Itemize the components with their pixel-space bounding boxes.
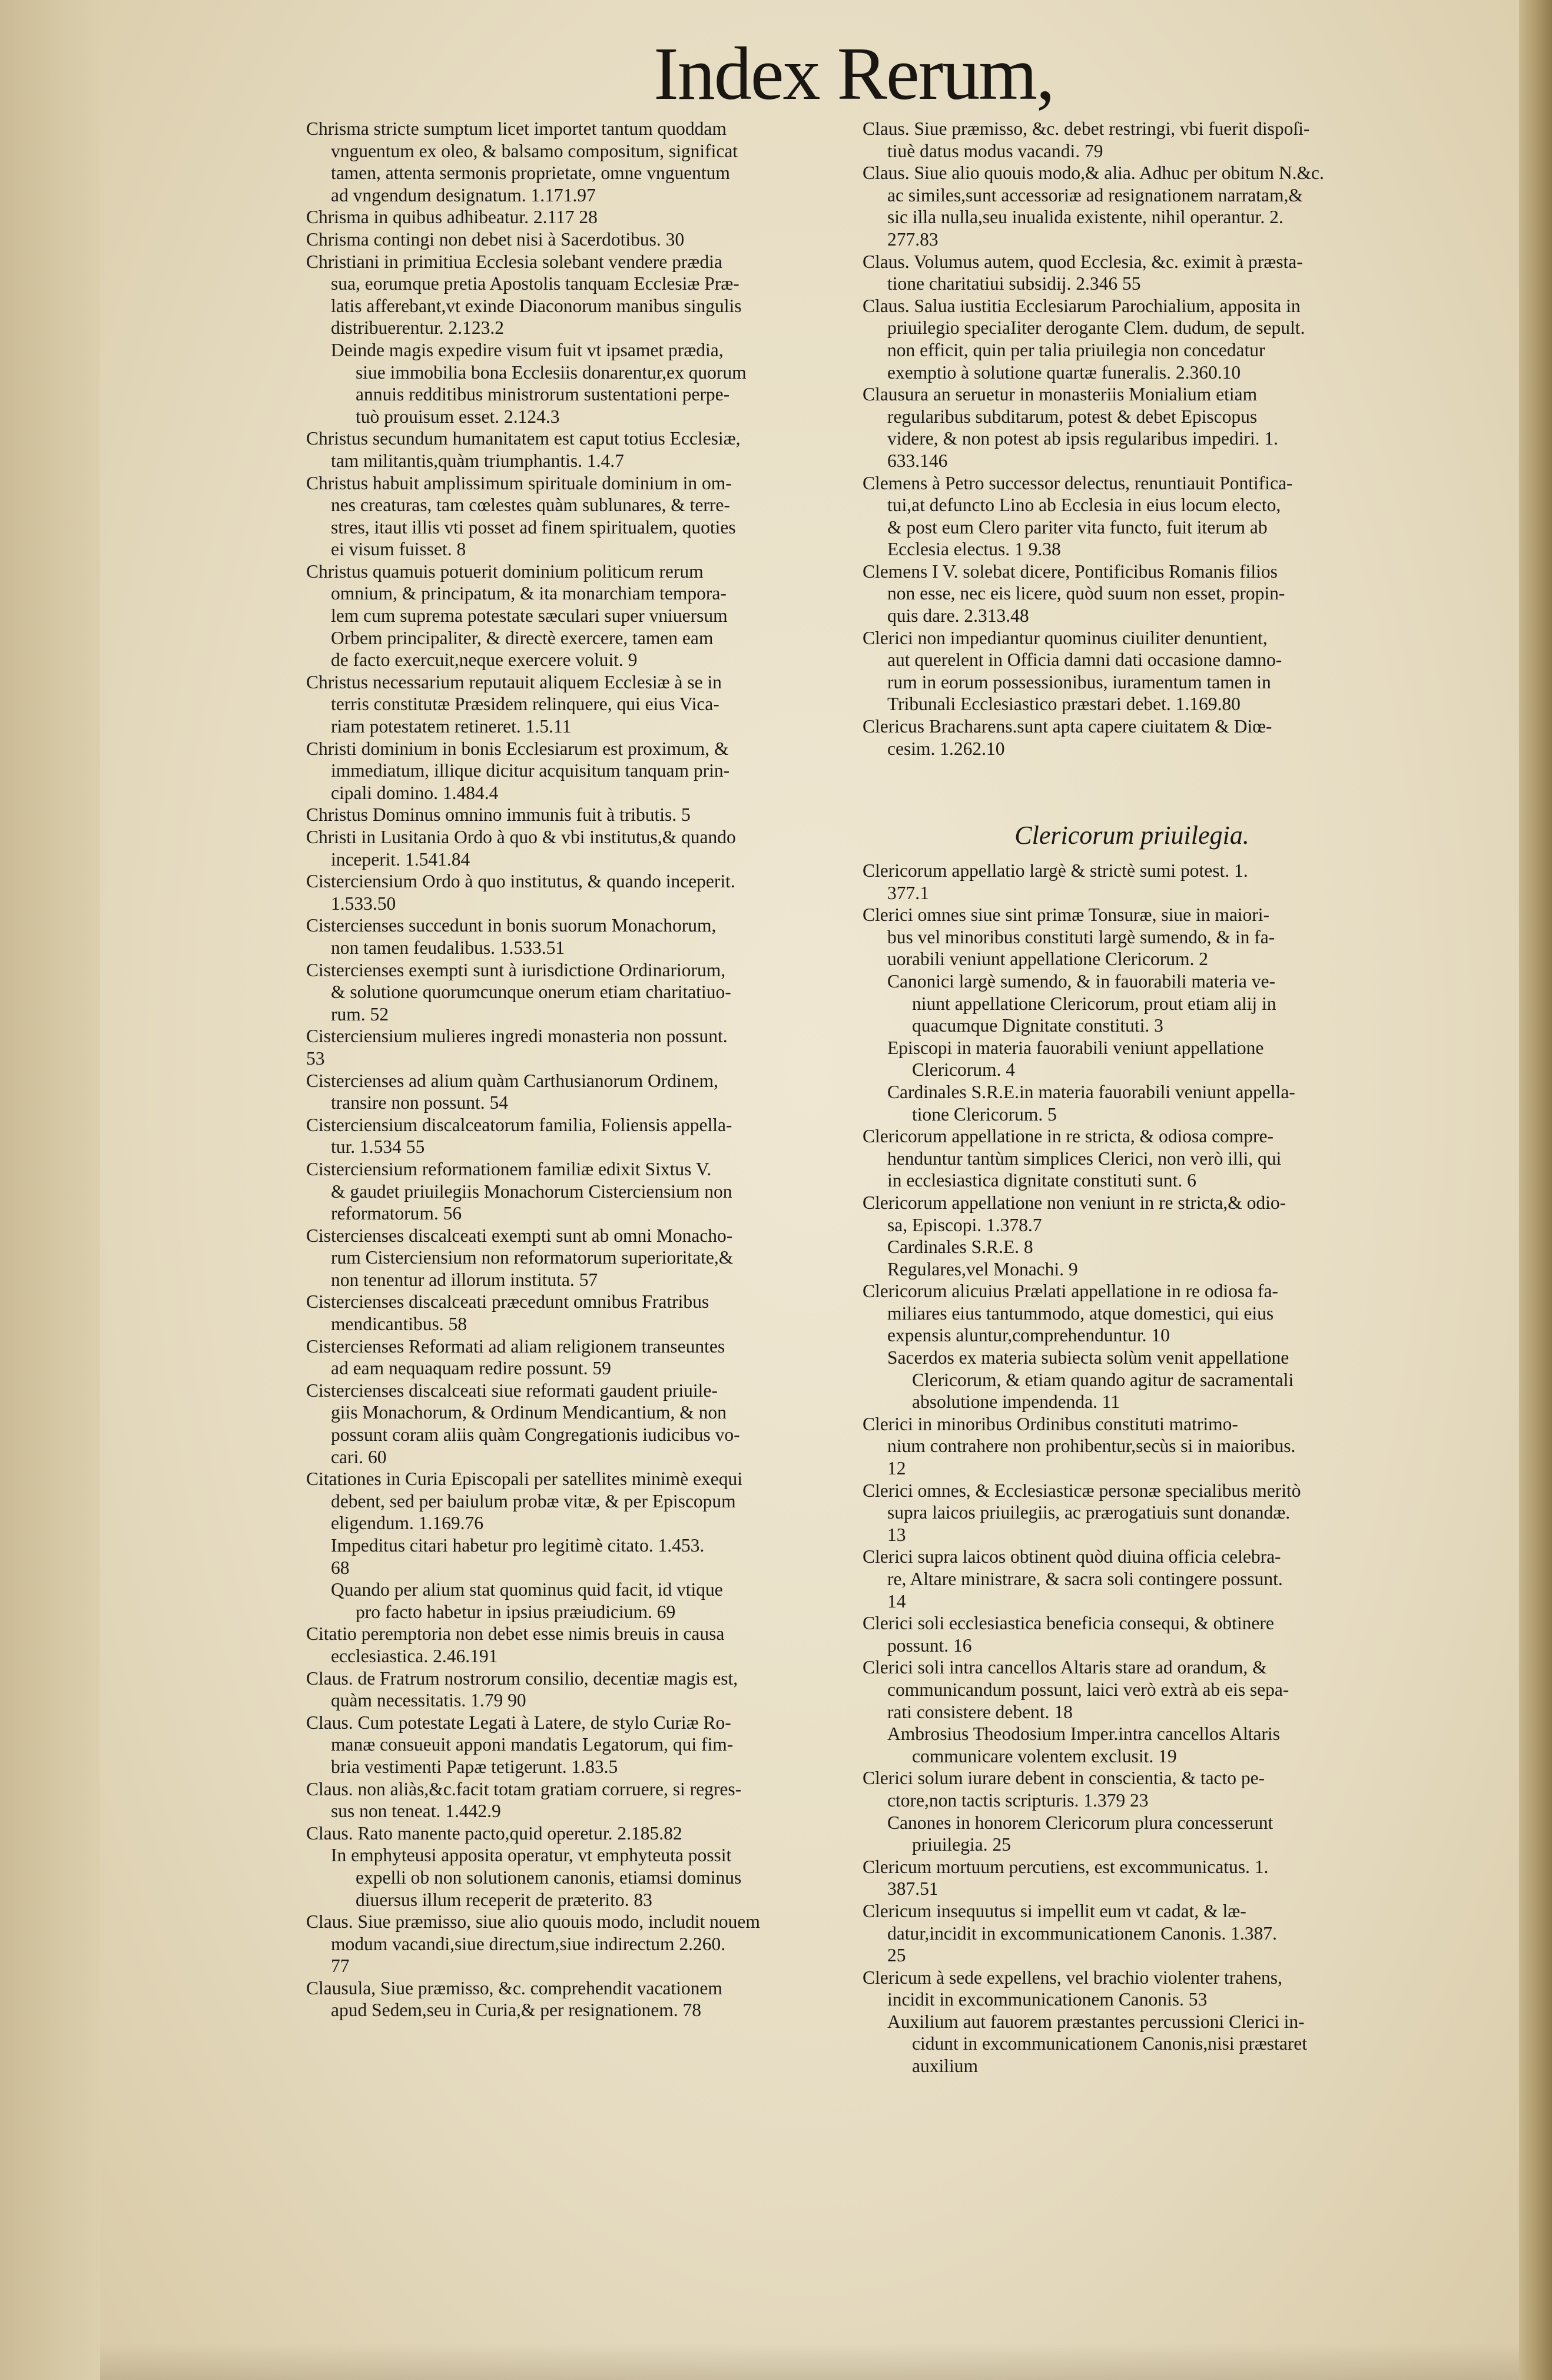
index-line: 13 [887, 1524, 906, 1545]
index-line: tione charitatiui subsidij. 2.346 55 [887, 273, 1141, 294]
index-line: 77 [331, 1955, 350, 1977]
index-line: giis Monachorum, & Ordinum Mendicantium, & non [331, 1402, 727, 1423]
index-line: cesim. 1.262.10 [887, 738, 1005, 759]
index-line: possunt. 16 [887, 1635, 972, 1656]
index-line: Chrisma stricte sumptum licet importet tantum quoddam [306, 118, 727, 139]
index-line: re, Altare ministrare, & sacra soli contingere possunt. [887, 1569, 1283, 1589]
index-line: priuilegio speciaIiter derogante Clem. dudum, de sepult. [887, 317, 1305, 339]
index-line: quacumque Dignitate constituti. 3 [912, 1015, 1163, 1036]
index-line: absolutione impendenda. 11 [912, 1391, 1120, 1413]
index-line: inceperit. 1.541.84 [331, 848, 470, 870]
index-line: Cistercienses ad alium quàm Carthusianorum Ordinem, [306, 1070, 718, 1091]
index-line: Christus necessarium reputauit aliquem Ecclesiæ à se in [306, 671, 722, 692]
index-line: cidunt in excommunicationem Canonis,nisi præstaret [912, 2033, 1308, 2054]
page-bottom-shadow [100, 2343, 1519, 2380]
index-line: Cistercienses succedunt in bonis suorum Monachorum, [306, 915, 717, 936]
index-line: & solutione quorumcunque onerum etiam charitatiuo- [331, 982, 731, 1003]
index-line: ecclesiastica. 2.46.191 [331, 1645, 498, 1666]
index-line: Claus. Siue præmisso, siue alio quouis modo, includit nouem [306, 1911, 760, 1932]
index-line: Christus quamuis potuerit dominium politicum rerum [306, 561, 704, 582]
index-line: Cistercienses discalceati exempti sunt ab omni Monacho- [306, 1225, 733, 1246]
index-line: lem cum suprema potestate sæculari super vniuersum [331, 605, 728, 627]
index-line: & post eum Clero pariter vita functo, fuit iterum ab [887, 516, 1268, 538]
index-line: latis afferebant,vt exinde Diaconorum manibus singulis [331, 295, 742, 316]
index-line: riam potestatem retineret. 1.5.11 [331, 716, 572, 737]
index-line: Cisterciensium mulieres ingredi monasteria non possunt. [306, 1026, 728, 1047]
index-line: Cistercienses Reformati ad aliam religionem transeuntes [306, 1335, 725, 1357]
index-line: Clericorum alicuius Prælati appellatione in re odiosa fa- [863, 1281, 1278, 1302]
index-line: sa, Episcopi. 1.378.7 [887, 1214, 1042, 1235]
index-line: 14 [887, 1590, 906, 1612]
index-line: sus non teneat. 1.442.9 [331, 1801, 501, 1822]
index-line: sua, eorumque pretia Apostolis tanquam Ecclesiæ Præ- [331, 273, 739, 294]
index-line: rum. 52 [331, 1003, 389, 1025]
index-line: Chrisma in quibus adhibeatur. 2.117 28 [306, 207, 598, 228]
index-line: Citationes in Curia Episcopali per satellites minimè exequi [306, 1469, 742, 1490]
index-line: mendicantibus. 58 [331, 1314, 467, 1335]
index-line: In emphyteusi apposita operatur, vt emphyteuta possit [331, 1845, 732, 1866]
index-line: Quando per alium stat quominus quid facit, id vtique [331, 1579, 723, 1600]
index-line: regularibus subditarum, potest & debet Episcopus [887, 406, 1258, 427]
index-line: Christi dominium in bonis Ecclesiarum est proximum, & [306, 738, 729, 759]
index-line: 12 [887, 1458, 906, 1479]
index-line: Clericorum appellatio largè & strictè sumi potest. 1. [863, 860, 1248, 881]
index-line: bus vel minoribus constituti largè sumendo, & in fa- [887, 926, 1275, 947]
index-line: distribuerentur. 2.123.2 [331, 317, 504, 339]
index-line: cari. 60 [331, 1446, 387, 1467]
index-line: bria vestimenti Papæ tetigerunt. 1.83.5 [331, 1756, 618, 1777]
index-line: Claus. Volumus autem, quod Ecclesia, &c. eximit à præsta- [863, 251, 1303, 272]
index-line: aut querelent in Officia damni dati occasione damno- [887, 649, 1282, 671]
index-line: Clausula, Siue præmisso, &c. comprehendit vacationem [306, 1977, 722, 1998]
index-line: Claus. Siue præmisso, &c. debet restringi, vbi fuerit dispoſi- [863, 118, 1310, 139]
index-line: Clericum insequutus si impellit eum vt cadat, & læ- [863, 1900, 1246, 1921]
index-line: Claus. Salua iustitia Ecclesiarum Parochialium, apposita in [863, 295, 1301, 316]
index-line: 1.533.50 [331, 893, 396, 914]
index-line: Cisterciensium Ordo à quo institutus, & quando inceperit. [306, 871, 735, 892]
index-line: Impeditus citari habetur pro legitimè citato. 1.453. [331, 1535, 705, 1556]
index-line: Clerici soli ecclesiastica beneficia consequi, & obtinere [863, 1613, 1274, 1634]
index-line: modum vacandi,siue directum,siue indirectum 2.260. [331, 1933, 726, 1954]
index-line: 277.83 [887, 228, 939, 250]
index-line: reformatorum. 56 [331, 1203, 462, 1224]
index-line: Clausura an seruetur in monasteriis Monialium etiam [863, 384, 1258, 405]
index-line: tam militantis,quàm triumphantis. 1.4.7 [331, 450, 624, 471]
index-line: datur,incidit in excommunicationem Canonis. 1.387. [887, 1922, 1277, 1944]
index-line: manæ consueuit apponi mandatis Legatorum, qui fim- [331, 1734, 734, 1755]
left-column [306, 118, 845, 2332]
index-line: Christiani in primitiua Ecclesia solebant vendere prædia [306, 251, 722, 272]
index-line: Clemens I V. solebat dicere, Pontificibus Romanis filios [863, 561, 1278, 582]
index-line: tur. 1.534 55 [331, 1136, 425, 1158]
index-line: nes creaturas, tam cœlestes quàm sublunares, & terre- [331, 495, 730, 516]
index-line: Clericum à sede expellens, vel brachio violenter trahens, [863, 1967, 1282, 1988]
index-line: Clericorum appellatione in re stricta, & odiosa compre- [863, 1126, 1274, 1147]
index-line: de facto exercuit,neque exercere voluit. 9 [331, 649, 638, 671]
index-line: uorabili veniunt appellatione Clericorum. 2 [887, 949, 1208, 970]
index-line: quis dare. 2.313.48 [887, 605, 1029, 627]
index-line: non esse, nec eis licere, quòd suum non esset, propin- [887, 583, 1285, 604]
index-line: Cistercienses exempti sunt à iurisdictione Ordinariorum, [306, 959, 726, 980]
index-line: Cardinales S.R.E. 8 [887, 1237, 1033, 1258]
index-line: Auxilium aut fauorem præstantes percussioni Clerici in- [887, 2011, 1305, 2032]
index-line: Cardinales S.R.E.in materia fauorabili veniunt appella- [887, 1081, 1295, 1102]
index-line: Canonici largè sumendo, & in fauorabili materia ve- [887, 970, 1275, 992]
index-line: exemptio à solutione quartæ funeralis. 2.360.10 [887, 362, 1241, 383]
index-line: omnium, & principatum, & ita monarchiam tempora- [331, 583, 727, 604]
index-line: Claus. Cum potestate Legati à Latere, de stylo Curiæ Ro- [306, 1712, 731, 1733]
index-line: 377.1 [887, 882, 929, 903]
index-line: rum Cisterciensium non reformatorum superioritate,& [331, 1247, 734, 1268]
index-line: non tamen feudalibus. 1.533.51 [331, 937, 565, 958]
index-line: ad vngendum designatum. 1.171.97 [331, 184, 596, 205]
index-line: henduntur tantùm simplices Clerici, non verò illi, qui [887, 1148, 1282, 1169]
index-line: Clericum mortuum percutiens, est excommunicatus. 1. [863, 1856, 1269, 1877]
index-line: diuersus illum receperit de præterito. 83 [356, 1889, 652, 1910]
index-line: Clericus Bracharens.sunt apta capere ciuitatem & Diœ- [863, 716, 1272, 737]
index-line: tuò prouisum esset. 2.124.3 [356, 406, 560, 427]
index-line: rati consistere debent. 18 [887, 1701, 1073, 1722]
index-line: auxilium [912, 2056, 978, 2077]
index-line: siue immobilia bona Ecclesiis donarentur,ex quorum [356, 362, 747, 383]
index-line: rum in eorum possessionibus, iuramentum tamen in [887, 671, 1271, 692]
page-left-margin [0, 0, 100, 2380]
index-line: ac similes,sunt accessoriæ ad resignationem narratam,& [887, 184, 1303, 205]
index-line: ctore,non tactis scripturis. 1.379 23 [887, 1789, 1149, 1811]
index-line: Claus. de Fratrum nostrorum consilio, decentiæ magis est, [306, 1668, 738, 1689]
index-line: 25 [887, 1945, 906, 1966]
index-line: 53 [306, 1048, 325, 1069]
index-line: non tenentur ad illorum instituta. 57 [331, 1269, 598, 1290]
index-line: niunt appellatione Clericorum, prout etiam alij in [912, 993, 1276, 1014]
index-line: supra laicos priuilegiis, ac prærogatiuis sunt donandæ. [887, 1502, 1291, 1523]
index-line: Clemens à Petro successor delectus, renuntiauit Pontifica- [863, 472, 1293, 493]
section-heading: Clericorum priuilegia. [1014, 821, 1249, 850]
index-line: Clerici non impediantur quominus ciuiliter denuntient, [863, 627, 1268, 648]
index-line: Cistercienses discalceati præcedunt omnibus Fratribus [306, 1291, 709, 1312]
index-line: eligendum. 1.169.76 [331, 1513, 483, 1534]
right-column-bottom [863, 860, 1401, 2214]
index-line: in ecclesiastica dignitate constituti sunt. 6 [887, 1170, 1196, 1191]
index-line: miliares eius tantummodo, atque domestici, qui eius [887, 1302, 1274, 1324]
index-line: immediatum, illique dicitur acquisitum tanquam prin- [331, 760, 730, 781]
index-line: Ambrosius Theodosium Imper.intra cancellos Altaris [887, 1723, 1280, 1745]
index-line: & gaudet priuilegiis Monachorum Cisterciensium non [331, 1181, 732, 1202]
index-line: stres, itaut illis vti posset ad finem spiritualem, quoties [331, 516, 736, 538]
index-line: tione Clericorum. 5 [912, 1103, 1057, 1125]
index-line: Sacerdos ex materia subiecta solùm venit appellatione [887, 1347, 1289, 1368]
index-line: ei visum fuisset. 8 [331, 539, 466, 560]
index-line: vnguentum ex oleo, & balsamo compositum, significat [331, 140, 738, 161]
index-line: Claus. non aliàs,&c.facit totam gratiam corruere, si regres- [306, 1778, 742, 1799]
index-line: Cisterciensium discalceatorum familia, Foliensis appella- [306, 1114, 732, 1135]
index-line: Tribunali Ecclesiastico præstari debet. 1.169.80 [887, 694, 1241, 715]
index-line: Clerici omnes, & Ecclesiasticæ personæ specialibus meritò [863, 1480, 1301, 1501]
index-line: communicandum possunt, laici verò extrà ab eis sepa- [887, 1679, 1289, 1700]
index-line: tamen, attenta sermonis proprietate, omne vnguentum [331, 163, 730, 184]
index-line: communicare volentem exclusit. 19 [912, 1745, 1177, 1766]
index-line: Clerici solum iurare debent in conscientia, & tacto pe- [863, 1768, 1265, 1789]
index-line: Clerici omnes siue sint primæ Tonsuræ, siue in maiori- [863, 904, 1270, 926]
index-line: Christus secundum humanitatem est caput totius Ecclesiæ, [306, 428, 741, 449]
index-line: terris constitutæ Præsidem relinquere, qui eius Vica- [331, 694, 719, 715]
index-line: expelli ob non solutionem canonis, etiamsi dominus [356, 1867, 742, 1888]
book-spine [1519, 0, 1552, 2380]
index-line: Regulares,vel Monachi. 9 [887, 1258, 1078, 1280]
page-title: Index Rerum, [654, 32, 1054, 115]
index-line: Orbem principaliter, & directè exercere, tamen eam [331, 627, 714, 648]
index-line: tui,at defuncto Lino ab Ecclesia in eius locum electo, [887, 495, 1281, 516]
index-line: Claus. Rato manente pacto,quid operetur. 2.185.82 [306, 1822, 682, 1844]
index-line: 387.51 [887, 1878, 939, 1900]
index-line: quàm necessitatis. 1.79 90 [331, 1690, 526, 1711]
index-line: tiuè datus modus vacandi. 79 [887, 140, 1103, 161]
index-line: transire non possunt. 54 [331, 1092, 508, 1113]
index-line: 633.146 [887, 450, 948, 471]
index-line: cipali domino. 1.484.4 [331, 782, 499, 803]
index-line: priuilegia. 25 [912, 1834, 1011, 1855]
index-line: Christus habuit amplissimum spirituale dominium in om- [306, 472, 732, 493]
index-line: Christus Dominus omnino immunis fuit à tributis. 5 [306, 804, 691, 826]
index-line: Clericorum. 4 [912, 1059, 1015, 1080]
index-line: Clerici soli intra cancellos Altaris stare ad orandum, & [863, 1657, 1267, 1678]
index-line: 68 [331, 1557, 350, 1578]
index-line: Canones in honorem Clericorum plura concesserunt [887, 1812, 1274, 1833]
index-line: apud Sedem,seu in Curia,& per resignationem. 78 [331, 2000, 701, 2021]
index-line: incidit in excommunicationem Canonis. 53 [887, 1989, 1208, 2010]
index-line: Clericorum appellatione non veniunt in re stricta,& odio- [863, 1192, 1286, 1213]
index-line: Clerici supra laicos obtinent quòd diuina officia celebra- [863, 1546, 1281, 1567]
index-line: Claus. Siue alio quouis modo,& alia. Adhuc per obitum N.&c. [863, 163, 1324, 184]
index-line: ad eam nequaquam redire possunt. 59 [331, 1358, 611, 1379]
index-line: nium contrahere non prohibentur,secùs si in maioribus. [887, 1436, 1296, 1457]
index-line: Cisterciensium reformationem familiæ edixit Sixtus V. [306, 1158, 712, 1179]
index-line: Deinde magis expedire visum fuit vt ipsamet prædia, [331, 339, 724, 360]
index-line: Clericorum, & etiam quando agitur de sacramentali [912, 1369, 1294, 1390]
index-line: non efficit, quin per talia priuilegia non concedatur [887, 339, 1265, 360]
index-line: Citatio peremptoria non debet esse nimis breuis in causa [306, 1623, 725, 1645]
index-line: Cistercienses discalceati siue reformati gaudent priuile- [306, 1380, 718, 1401]
index-line: possunt coram aliis quàm Congregationis iudicibus vo- [331, 1424, 740, 1446]
index-line: Episcopi in materia fauorabili veniunt appellatione [887, 1037, 1264, 1058]
index-line: debent, sed per baiulum probæ vitæ, & per Episcopum [331, 1490, 736, 1511]
index-line: pro facto habetur in ipsius præiudicium. 69 [356, 1601, 676, 1622]
index-line: Chrisma contingi non debet nisi à Sacerdotibus. 30 [306, 228, 685, 250]
index-line: Clerici in minoribus Ordinibus constituti matrimo- [863, 1413, 1238, 1434]
index-line: Ecclesia electus. 1 9.38 [887, 539, 1061, 560]
index-line: expensis aluntur,comprehenduntur. 10 [887, 1325, 1170, 1346]
index-line: annuis redditibus ministrorum sustentationi perpe- [356, 384, 730, 405]
index-line: sic illa nulla,seu inualida existente, nihil operantur. 2. [887, 207, 1284, 228]
index-line: Christi in Lusitania Ordo à quo & vbi institutus,& quando [306, 827, 736, 847]
index-line: videre, & non potest ab ipsis regularibus impediri. 1. [887, 428, 1279, 449]
